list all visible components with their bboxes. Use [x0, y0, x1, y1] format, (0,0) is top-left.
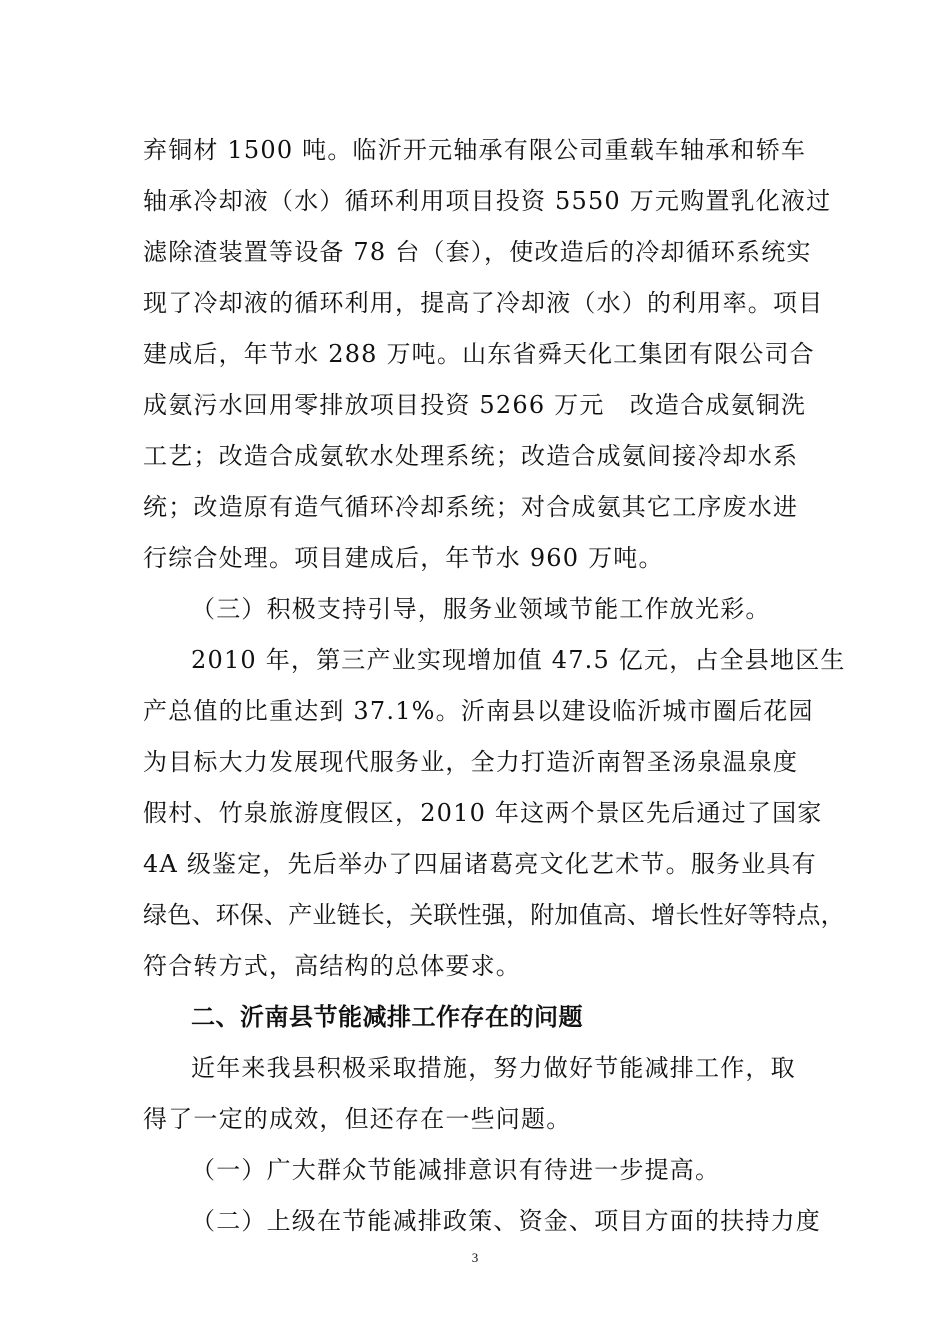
- text-line: 产总值的比重达到 37.1%。沂南县以建设临沂城市圈后花园: [143, 697, 814, 725]
- text-line: 符合转方式，高结构的总体要求。: [143, 952, 521, 980]
- text-line: 建成后，年节水 288 万吨。山东省舜天化工集团有限公司合: [143, 340, 815, 368]
- text-line: 行综合处理。项目建成后，年节水 960 万吨。: [143, 544, 664, 572]
- problem-item-2: （二）上级在节能减排政策、资金、项目方面的扶持力度: [191, 1207, 821, 1235]
- text-line: 轴承冷却液（水）循环利用项目投资 5550 万元购置乳化液过: [143, 187, 832, 215]
- text-line: 滤除渣装置等设备 78 台（套），使改造后的冷却循环系统实: [143, 238, 812, 266]
- text-line: 现了冷却液的循环利用，提高了冷却液（水）的利用率。项目: [143, 289, 824, 317]
- text-line: 得了一定的成效，但还存在一些问题。: [143, 1105, 572, 1133]
- text-line: 2010 年，第三产业实现增加值 47.5 亿元，占全县地区生: [191, 646, 846, 674]
- text-line: 成氨污水回用零排放项目投资 5266 万元 改造合成氨铜洗: [143, 391, 807, 419]
- text-line: 绿色、环保、产业链长，关联性强，附加值高、增长性好等特点，: [143, 901, 845, 929]
- problem-item-1: （一）广大群众节能减排意识有待进一步提高。: [191, 1156, 721, 1184]
- subheading-service-sector: （三）积极支持引导，服务业领域节能工作放光彩。: [191, 595, 771, 623]
- text-line: 统；改造原有造气循环冷却系统；对合成氨其它工序废水进: [143, 493, 799, 521]
- text-line: 工艺；改造合成氨软水处理系统；改造合成氨间接冷却水系: [143, 442, 799, 470]
- text-line: 假村、竹泉旅游度假区，2010 年这两个景区先后通过了国家: [143, 799, 823, 827]
- page-number: 3: [471, 1250, 479, 1265]
- text-line: 近年来我县积极采取措施，努力做好节能减排工作，取: [191, 1054, 796, 1082]
- text-line: 为目标大力发展现代服务业，全力打造沂南智圣汤泉温泉度: [143, 748, 799, 776]
- text-line: 4A 级鉴定，先后举办了四届诸葛亮文化艺术节。服务业具有: [143, 850, 817, 878]
- section-heading: 二、沂南县节能减排工作存在的问题: [191, 1003, 583, 1031]
- text-line: 弃铜材 1500 吨。临沂开元轴承有限公司重载车轴承和轿车: [143, 136, 807, 164]
